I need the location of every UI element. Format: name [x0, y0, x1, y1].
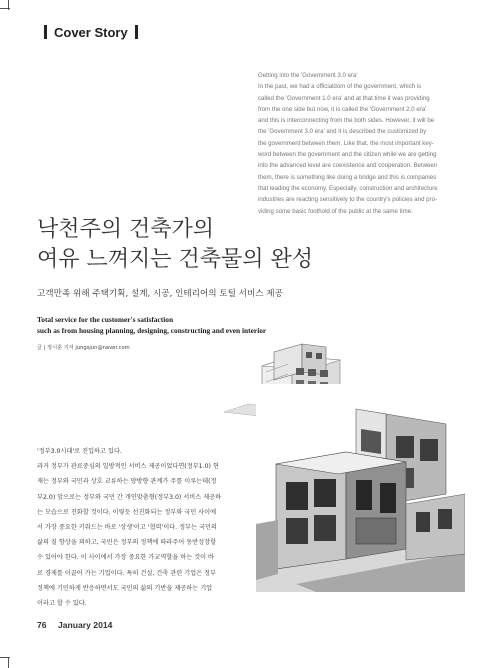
page-footer — [37, 620, 112, 630]
english-subtitle-line-2: such as from housing planning, designing, constructing and even interior — [37, 326, 267, 335]
intro-line: word between the government and the citizen while we are getting — [258, 151, 437, 159]
crop-mark — [8, 658, 9, 668]
body-line: 수 있어야 한다. 이 사이에서 가장 중요한 가교역할을 하는 것이 바 — [37, 554, 215, 562]
article-body — [37, 444, 255, 611]
body-line: '정부3.0시대'로 진입하고 있다. — [37, 448, 122, 455]
body-line: 는 모습으로 진화할 것이다. 이렇듯 선진화되는 정부와 국민 사이에 — [37, 508, 217, 516]
intro-line: called the 'Government 1.0 era' and at that time it was providing — [258, 94, 430, 102]
building-photo — [256, 384, 465, 592]
body-line: 재는 정부와 국민과 상호 교류하는 양방향 관계가 주를 이루는데(정 — [37, 478, 217, 486]
body-line: 이라고 할 수 있다. — [37, 600, 87, 608]
intro-line: the government between them. Like that, the most important key- — [258, 139, 434, 147]
subheading: 고객만족 위해 주택기획, 설계, 시공, 인테리어의 토털 서비스 제공 — [37, 289, 283, 299]
intro-line: In the past, we had a officialdom of the government, which is — [258, 83, 422, 91]
byline: 글 | 정시훈 기자 jungsjun@naver.com — [37, 345, 130, 351]
english-subtitle — [37, 314, 266, 336]
intro-line: into the advanced level are coexistence and cooperation. Between — [258, 162, 438, 170]
body-line: 삶의 질 향상을 꾀하고, 국민은 정부의 정책에 따라주어 동반성장할 — [37, 539, 217, 547]
intro-line: Getting into the 'Government 3.0 era' — [258, 72, 358, 79]
body-line: 과거 정부가 관료중심의 일방적인 서비스 제공이었다면(정부1.0) 현 — [37, 463, 219, 471]
headline-line-1: 낙천주의 건축가의 — [37, 217, 215, 242]
body-line: 부2.0) 앞으로는 정부와 국민 간 개인맞춤형(정부3.0) 서비스 제공하 — [37, 493, 222, 501]
issue-date: January 2014 — [57, 620, 113, 630]
intro-line: that leading the economy. Especially, construction and architecture — [258, 184, 438, 192]
headline-line-2: 여유 느껴지는 건축물의 완성 — [37, 247, 314, 272]
page-number: 76 — [37, 620, 47, 630]
english-subtitle-line-1: Total service for the customer's satisfaction — [37, 315, 174, 324]
section-label: Cover Story — [54, 24, 128, 40]
section-bar-right — [135, 25, 138, 39]
headline — [37, 215, 313, 275]
crop-mark — [8, 0, 9, 10]
intro-line: the 'Government 3.0 era' and it is described the customized by — [258, 128, 427, 136]
section-header — [37, 22, 145, 42]
intro-line: from the one side but now, it is called the 'Government 2.0 era' — [258, 105, 427, 113]
section-bar-left — [44, 25, 47, 39]
intro-line: viding some basic foothold of the public at the same time. — [258, 207, 413, 215]
body-line: 정책에 기민하게 반응하면서도 국민의 삶의 기반을 제공하는 기업 — [37, 584, 213, 592]
intro-line: and this is interconnecting from the both sides. However, it will be — [258, 117, 435, 125]
intro-line: them, there is something like doing a bridge and this is companies — [258, 173, 437, 181]
body-line: 로 경제를 이끌어 가는 기업이다. 특히 건설, 건축 관련 기업은 정부 — [37, 569, 217, 577]
building-photo-art — [256, 384, 465, 592]
intro-line: industries are reacting sensitively to the country's policies and pro- — [258, 196, 437, 204]
body-line: 서 가장 중요한 키워드는 바로 '상생'이고 '협력'이다. 정부는 국민의 — [37, 524, 217, 532]
english-intro — [258, 70, 458, 217]
